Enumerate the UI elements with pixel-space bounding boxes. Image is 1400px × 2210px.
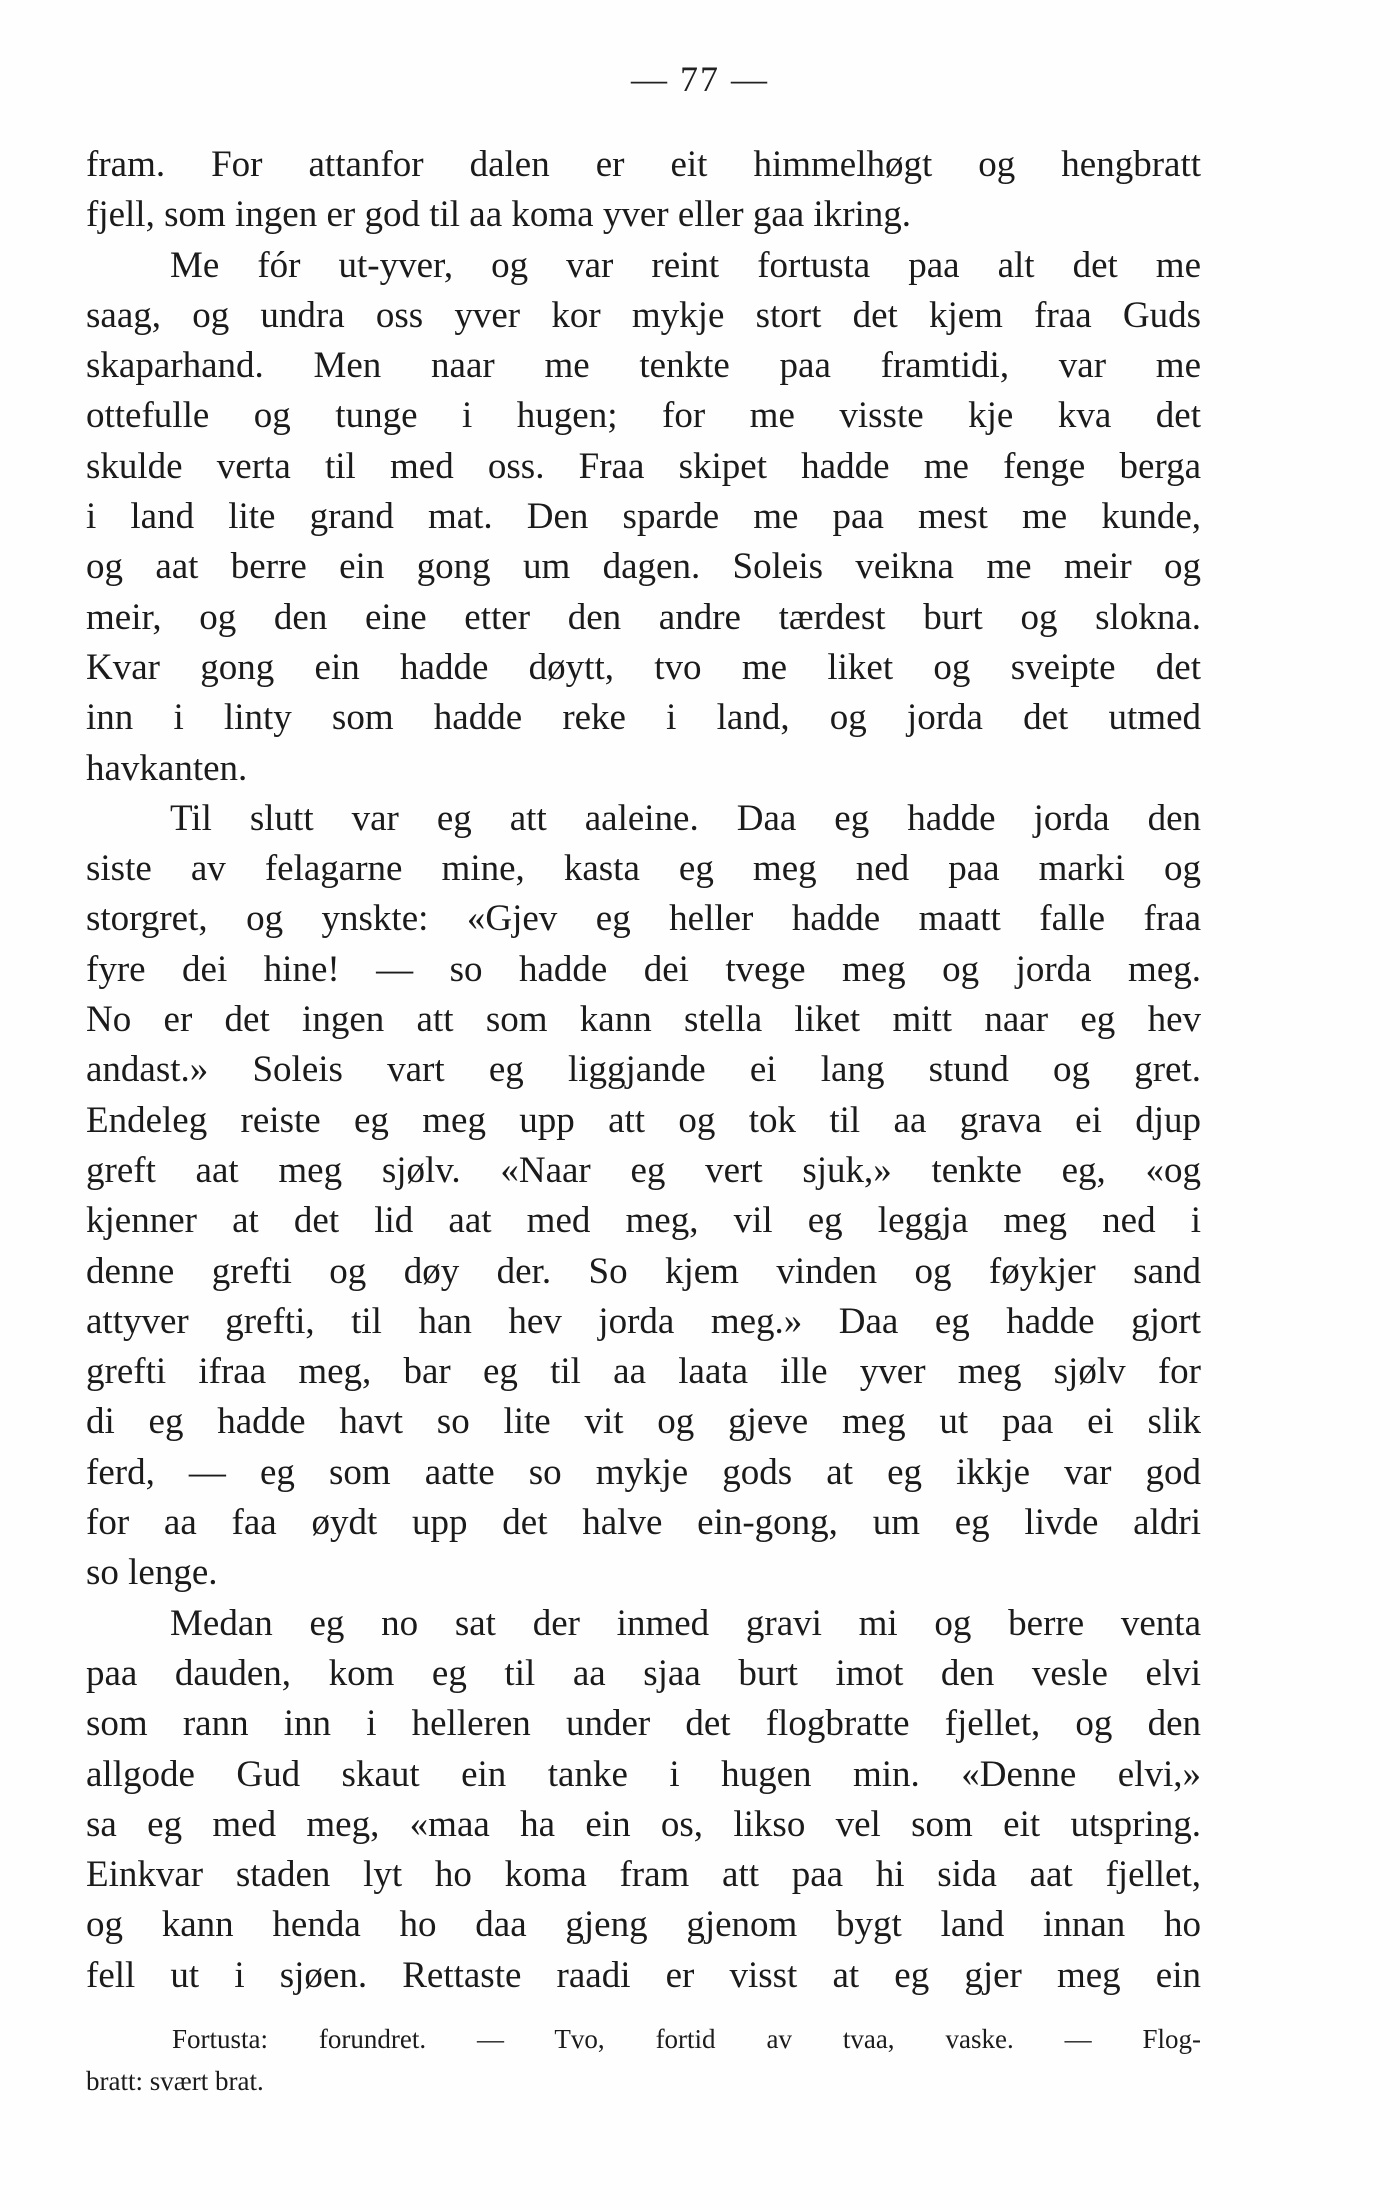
footnotes: [86, 2018, 1201, 2102]
page-number: — 77 —: [631, 59, 769, 99]
text-line: ottefulle og tunge i hugen; for me visste kje kva det: [86, 395, 1201, 437]
text-line: havkanten.: [86, 747, 248, 789]
text-line: og aat berre ein gong um dagen. Soleis veikna me meir og: [86, 546, 1201, 588]
body-text: [86, 140, 1201, 2001]
text-line: denne grefti og døy der. So kjem vinden og føykjer sand: [86, 1250, 1201, 1292]
text-line: og kann henda ho daa gjeng gjenom bygt land innan ho: [86, 1904, 1201, 1946]
text-line: saag, og undra oss yver kor mykje stort det kjem fraa Guds: [86, 294, 1201, 336]
text-line: paa dauden, kom eg til aa sjaa burt imot den vesle elvi: [86, 1652, 1201, 1694]
text-line: Einkvar staden lyt ho koma fram att paa hi sida aat fjellet,: [86, 1854, 1201, 1896]
text-line: so lenge.: [86, 1552, 218, 1594]
text-line: attyver grefti, til han hev jorda meg.» Daa eg hadde gjort: [86, 1300, 1201, 1342]
text-line: meir, og den eine etter den andre tærdest burt og slokna.: [86, 596, 1201, 638]
text-line: Til slutt var eg att aaleine. Daa eg hadde jorda den: [170, 797, 1201, 839]
text-line: fram. For attanfor dalen er eit himmelhøgt og hengbratt: [86, 144, 1201, 185]
text-line: i land lite grand mat. Den sparde me paa mest me kunde,: [86, 496, 1201, 538]
text-line: Medan eg no sat der inmed gravi mi og berre venta: [170, 1602, 1201, 1644]
text-line: fjell, som ingen er god til aa koma yver eller gaa ikring.: [86, 194, 912, 236]
footnote-line: Fortusta: forundret. — Tvo, fortid av tvaa, vaske. — Flog-: [172, 2024, 1201, 2054]
text-line: sa eg med meg, «maa ha ein os, likso vel som eit utspring.: [86, 1803, 1201, 1845]
text-line: Me fór ut-yver, og var reint fortusta paa alt det me: [170, 244, 1201, 286]
text-line: som rann inn i helleren under det flogbratte fjellet, og den: [86, 1703, 1201, 1745]
text-line: kjenner at det lid aat med meg, vil eg leggja meg ned i: [86, 1200, 1201, 1242]
text-line: andast.» Soleis vart eg liggjande ei lang stund og gret.: [86, 1049, 1201, 1091]
text-line: No er det ingen att som kann stella liket mitt naar eg hev: [86, 999, 1201, 1041]
text-line: fell ut i sjøen. Rettaste raadi er visst at eg gjer meg ein: [86, 1954, 1201, 1996]
text-line: siste av felagarne mine, kasta eg meg ned paa marki og: [86, 848, 1201, 890]
text-line: ferd, — eg som aatte so mykje gods at eg ikkje var god: [86, 1451, 1201, 1493]
text-line: storgret, og ynskte: «Gjev eg heller hadde maatt falle fraa: [86, 898, 1201, 940]
text-line: for aa faa øydt upp det halve ein-gong, um eg livde aldri: [86, 1502, 1201, 1544]
footnote-line: bratt: svært brat.: [86, 2066, 264, 2096]
text-line: skaparhand. Men naar me tenkte paa framtidi, var me: [86, 345, 1201, 387]
text-line: grefti ifraa meg, bar eg til aa laata ille yver meg sjølv for: [86, 1351, 1201, 1393]
text-line: inn i linty som hadde reke i land, og jorda det utmed: [86, 697, 1201, 739]
text-line: greft aat meg sjølv. «Naar eg vert sjuk,» tenkte eg, «og: [86, 1149, 1201, 1191]
text-line: Endeleg reiste eg meg upp att og tok til aa grava ei djup: [86, 1099, 1201, 1141]
text-line: allgode Gud skaut ein tanke i hugen min. «Denne elvi,»: [86, 1753, 1201, 1795]
text-line: Kvar gong ein hadde døytt, tvo me liket og sveipte det: [86, 646, 1201, 688]
text-line: fyre dei hine! — so hadde dei tvege meg og jorda meg.: [86, 948, 1201, 990]
text-line: di eg hadde havt so lite vit og gjeve meg ut paa ei slik: [86, 1401, 1201, 1443]
text-line: skulde verta til med oss. Fraa skipet hadde me fenge berga: [86, 445, 1201, 487]
